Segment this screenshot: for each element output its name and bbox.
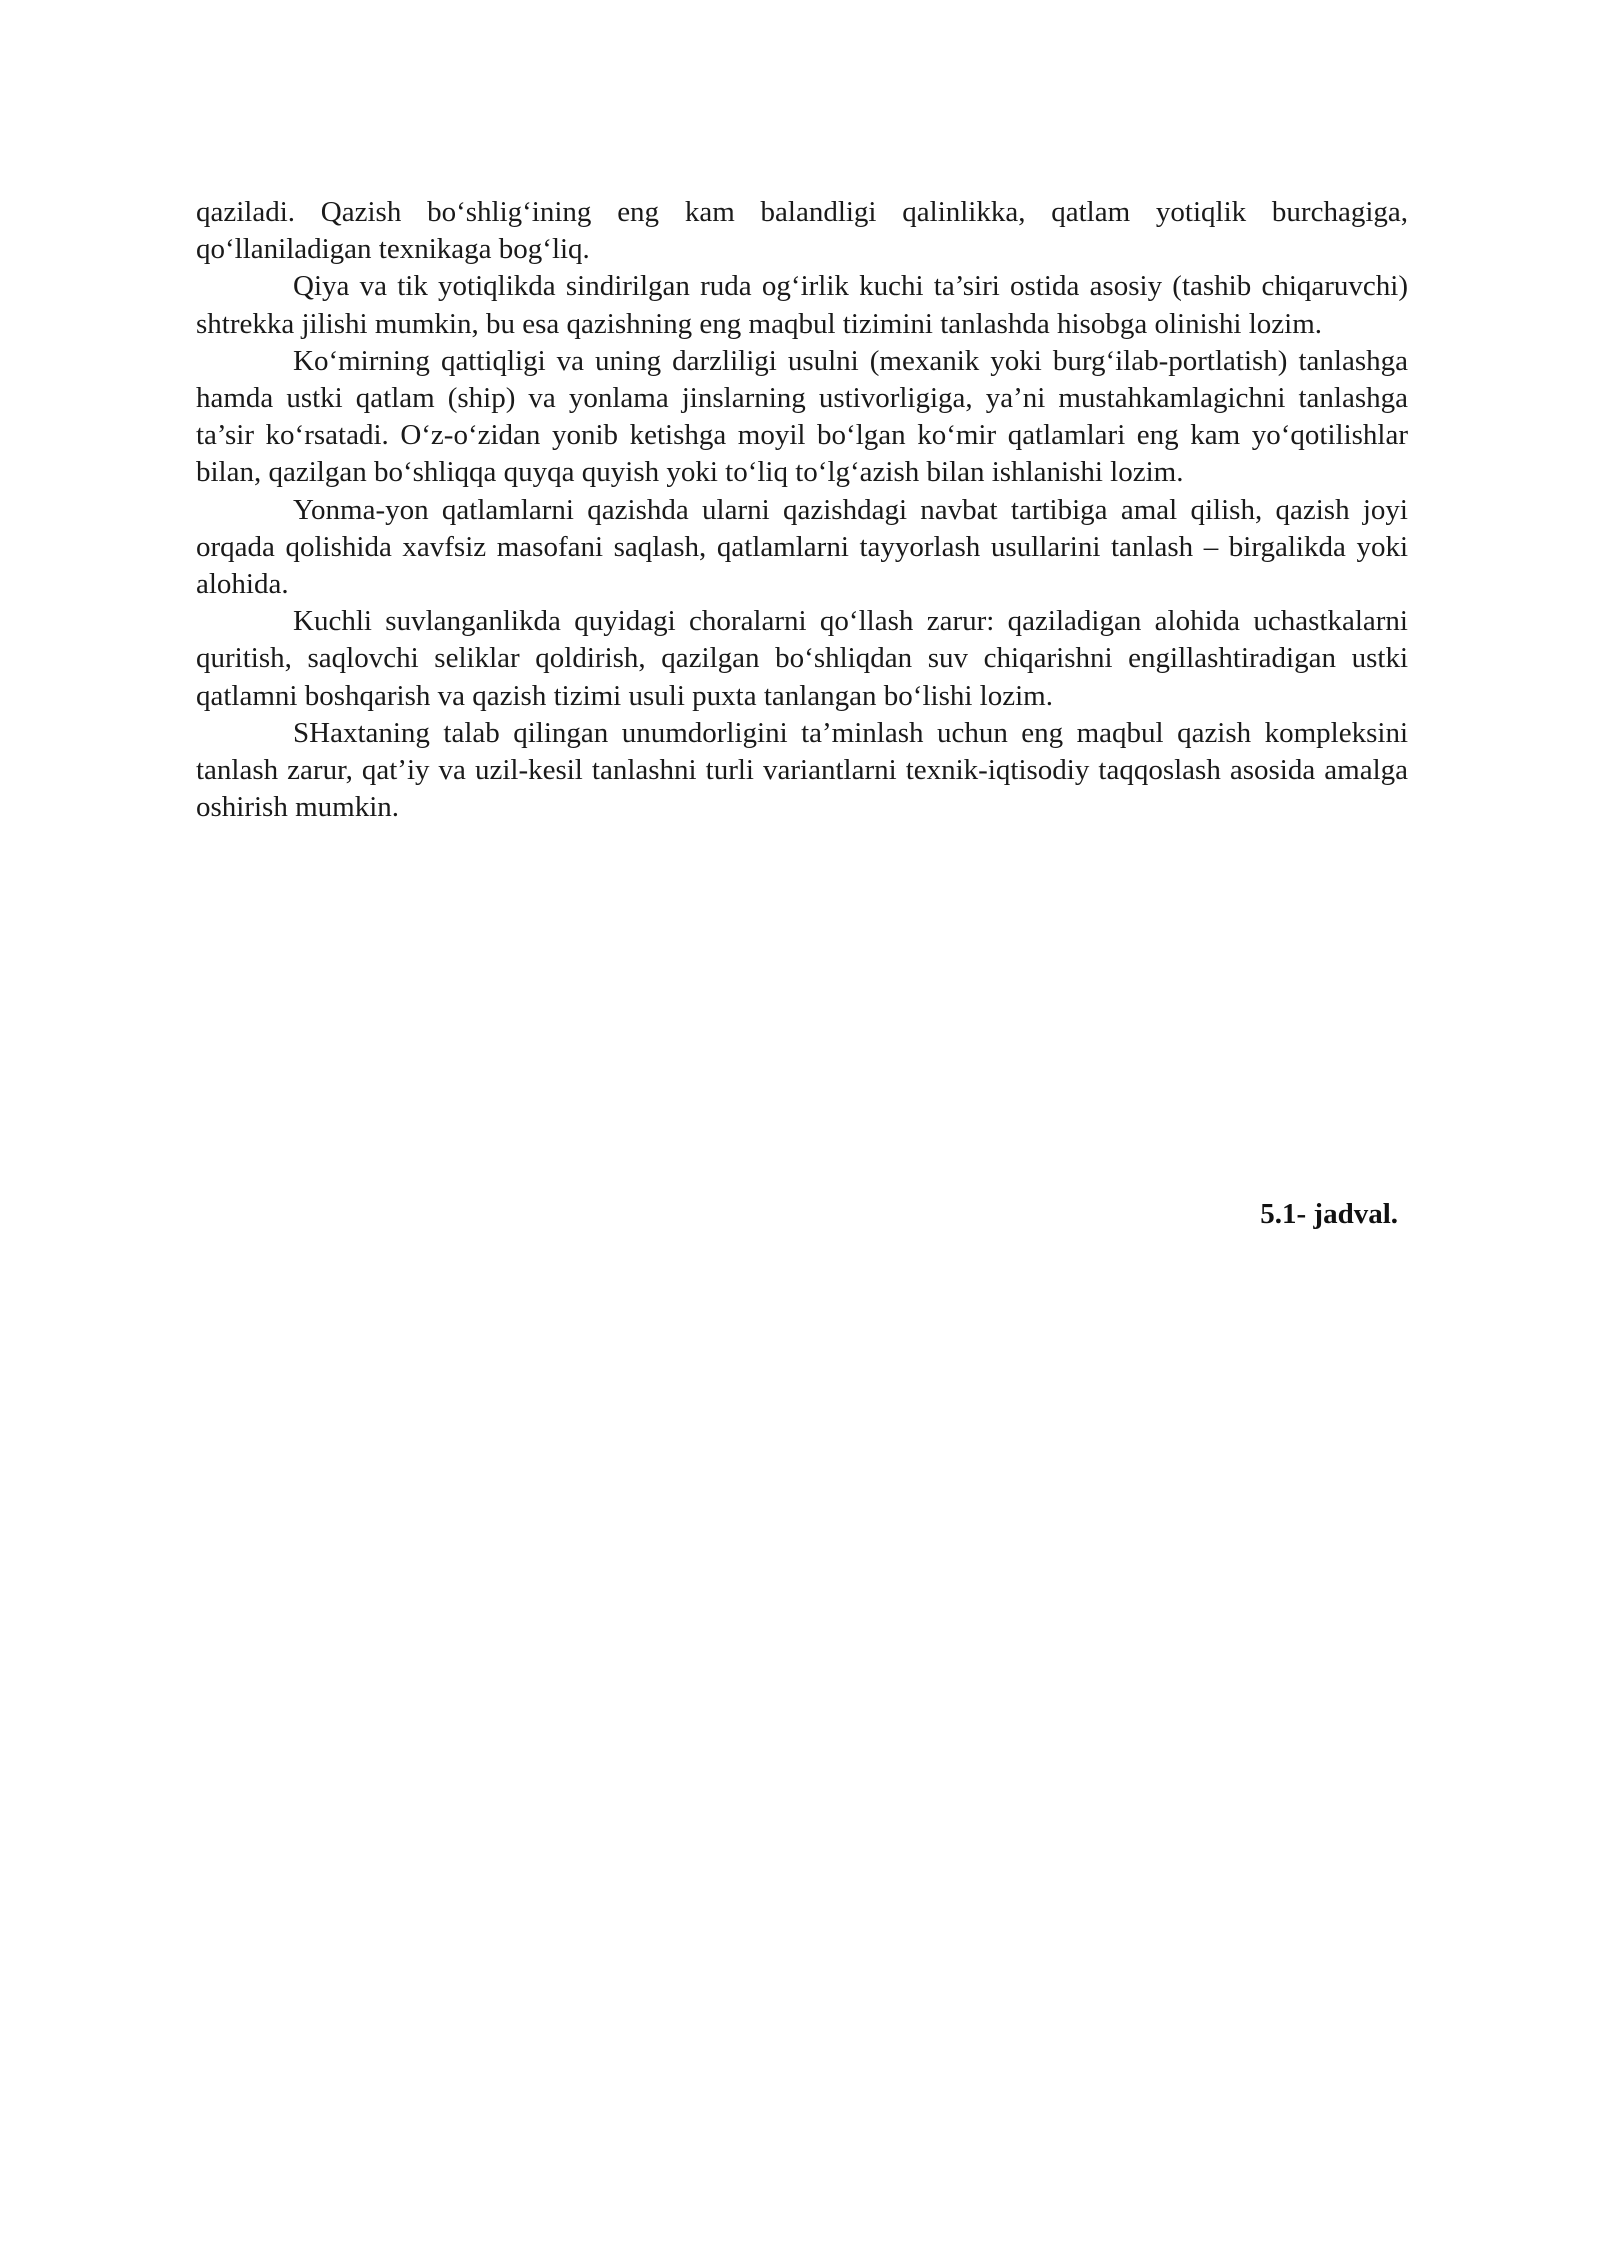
paragraph: Qiya va tik yotiqlikda sindirilgan ruda og‘irlik kuchi ta’siri ostida asosiy (tashib chiqaruvchi) shtrekka jilishi mumkin, bu esa qazishning eng maqbul tizimini tanlashda hisobga olinishi lozim. (196, 270, 1408, 340)
paragraph: Yonma-yon qatlamlarni qazishda ularni qazishdagi navbat tartibiga amal qilish, qazish joyi orqada qolishida xavfsiz masofani saqlash, qatlamlarni tayyorlash usullarini tanlash – birgalikda yoki alohida. (196, 493, 1408, 601)
paragraph: Kuchli suvlanganlikda quyidagi choralarni qo‘llash zarur: qaziladigan alohida uchastkalarni quritish, saqlovchi seliklar qoldirish, qazilgan bo‘shliqdan suv chiqarishni engillashtiradigan ustki qatlamni boshqarish va qazish tizimi usuli puxta tanlangan bo‘lishi lozim. (196, 605, 1408, 712)
body-text (196, 194, 1408, 826)
table-caption: 5.1- jadval. (1260, 1198, 1398, 1230)
paragraph: SHaxtaning talab qilingan unumdorligini ta’minlash uchun eng maqbul qazish kompleksini tanlash zarur, qat’iy va uzil-kesil tanlashni turli variantlarni texnik-iqtisodiy taqqoslash asosida amalga oshirish mumkin. (196, 716, 1408, 824)
paragraph: qaziladi. Qazish bo‘shlig‘ining eng kam balandligi qalinlikka, qatlam yotiqlik burchagiga, qo‘llaniladigan texnikaga bog‘liq. (196, 196, 1408, 266)
paragraph: Ko‘mirning qattiqligi va uning darzliligi usulni (mexanik yoki burg‘ilab-portlatish) tanlashga hamda ustki qatlam (ship) va yonlama jinslarning ustivorligiga, ya’ni mustahkamlagichni tanlashga ta’sir ko‘rsatadi. O‘z-o‘zidan yonib ketishga moyil bo‘lgan ko‘mir qatlamlari eng kam yo‘qotilishlar bilan, qazilgan bo‘shliqqa quyqa quyish yoki to‘liq to‘lg‘azish bilan ishlanishi lozim. (196, 344, 1408, 489)
